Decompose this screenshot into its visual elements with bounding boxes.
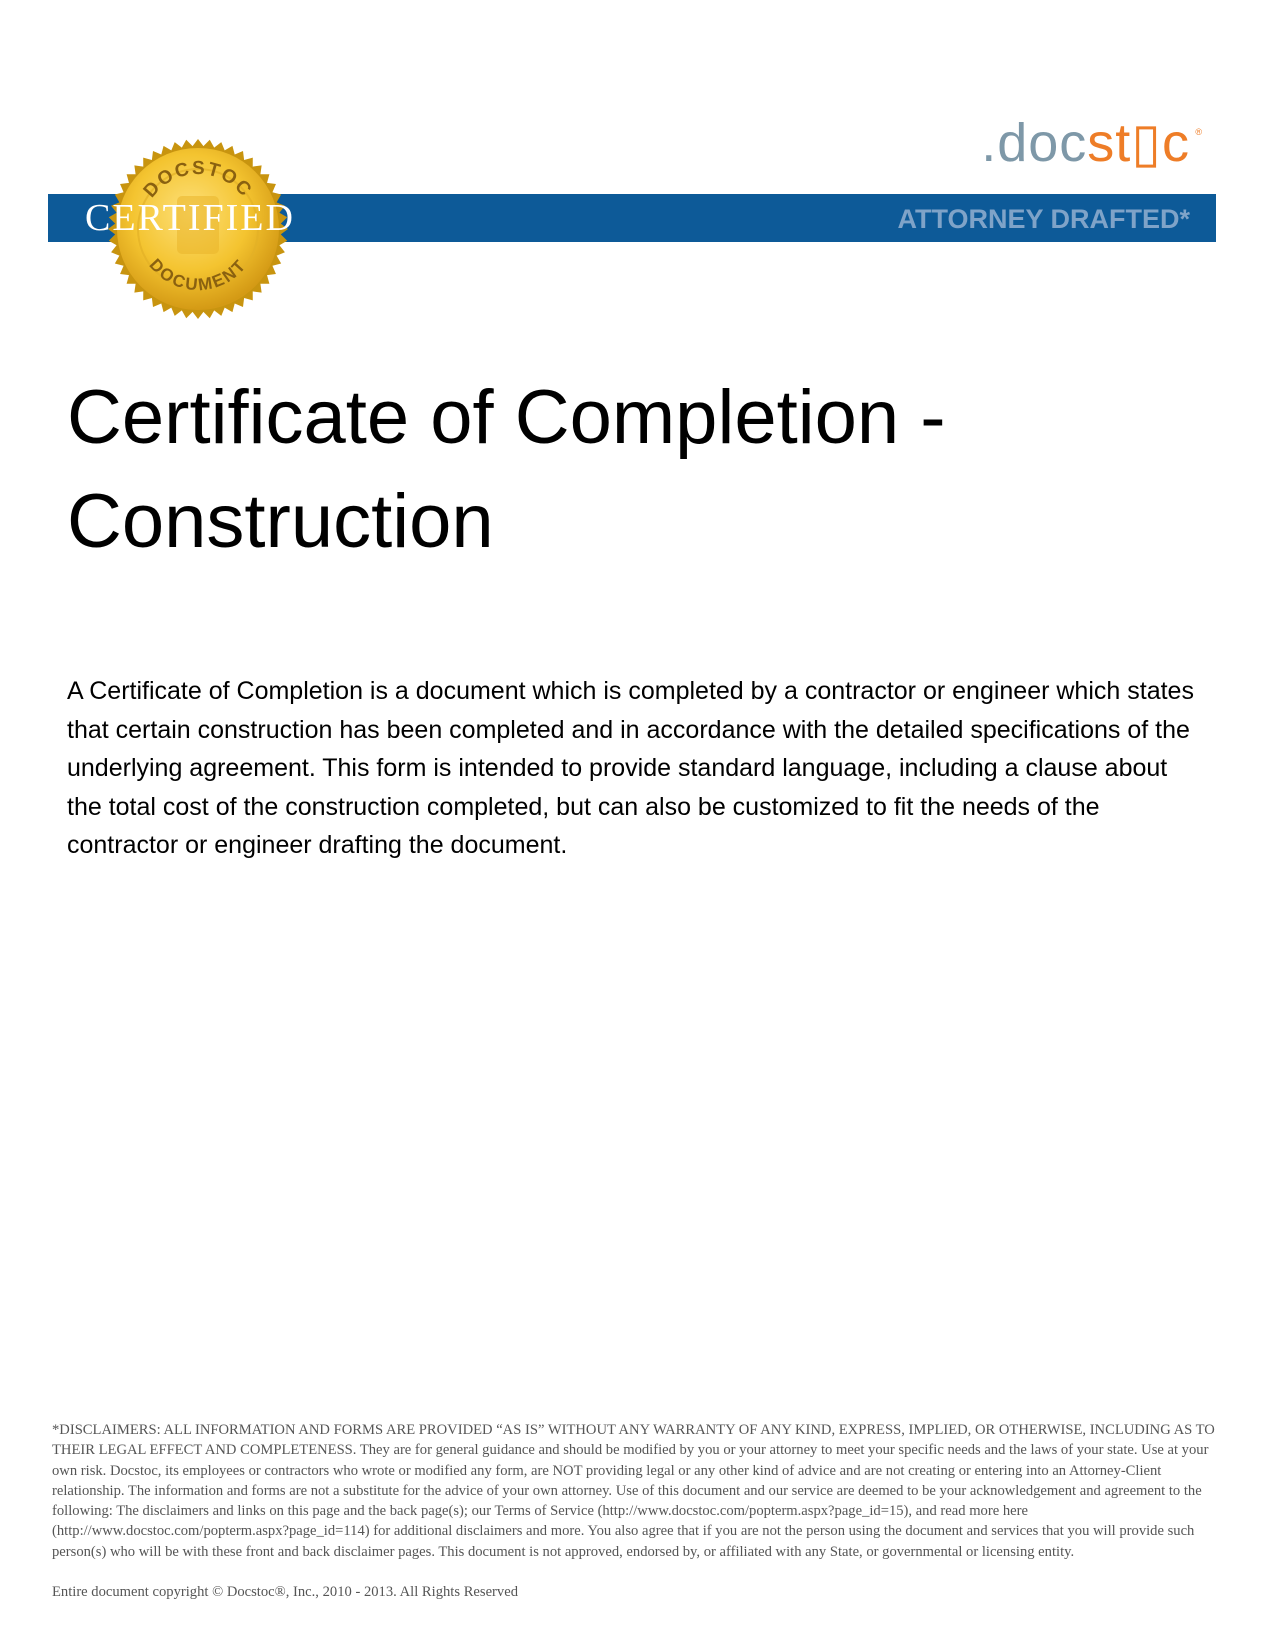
docstoc-logo — [981, 112, 1202, 174]
logo-doc-text: .doc — [981, 113, 1088, 173]
logo-registered-mark: ® — [1195, 127, 1202, 137]
disclaimer-text: *DISCLAIMERS: ALL INFORMATION AND FORMS ARE PROVIDED “AS IS” WITHOUT ANY WARRANTY OF ANY KIND, EXPRESS, IMPLIED, OR OTHERWISE, INCLUDING AS TO THEIR LEGAL EFFECT AND COMPLETENESS. They are for general guidance and should be modified by you or your attorney to meet your specific needs and the laws of your state. Use at your own risk. Docstoc, its employees or contractors who wrote or modified any form, are NOT providing legal or any other kind of advice and are not creating or entering into an Attorney-Client relationship. The information and forms are not a substitute for the advice of your own attorney. Use of this document and our service are deemed to be your acknowledgement and agreement to the following: The disclaimers and links on this page and the back page(s); our Terms of Service (http://www.docstoc.com/popterm.aspx?page_id=15), and read more here (http://www.docstoc.com/popterm.aspx?page_id=114) for additional disclaimers and more. You also agree that if you are not the person using the document and services that you will provide such person(s) who will be with these front and back disclaimer pages. This document is not approved, endorsed by, or affiliated with any State, or governmental or licensing entity. — [52, 1422, 1215, 1560]
logo-c-text: c — [1162, 113, 1190, 173]
seal-bottom-text: DOCUMENT — [145, 255, 251, 295]
copyright-text: Entire document copyright © Docstoc®, Inc., 2010 - 2013. All Rights Reserved — [52, 1584, 518, 1600]
attorney-drafted-label: ATTORNEY DRAFTED* — [897, 204, 1190, 234]
document-title: Certificate of Completion - Construction — [67, 375, 946, 564]
logo-o-page-icon: ▯ — [1131, 113, 1162, 173]
logo-st-text: st — [1087, 113, 1132, 173]
seal-top-text: DOCSTOC — [139, 157, 257, 202]
certified-label: CERTIFIED — [85, 197, 295, 239]
document-description: A Certificate of Completion is a document which is completed by a contractor or engineer which states that certain construction has been completed and in accordance with the detailed specifications of the underlying agreement. This form is intended to provide standard language, including a clause about the total cost of the construction completed, but can also be customized to fit the needs of the contractor or engineer drafting the document. — [67, 677, 1194, 859]
